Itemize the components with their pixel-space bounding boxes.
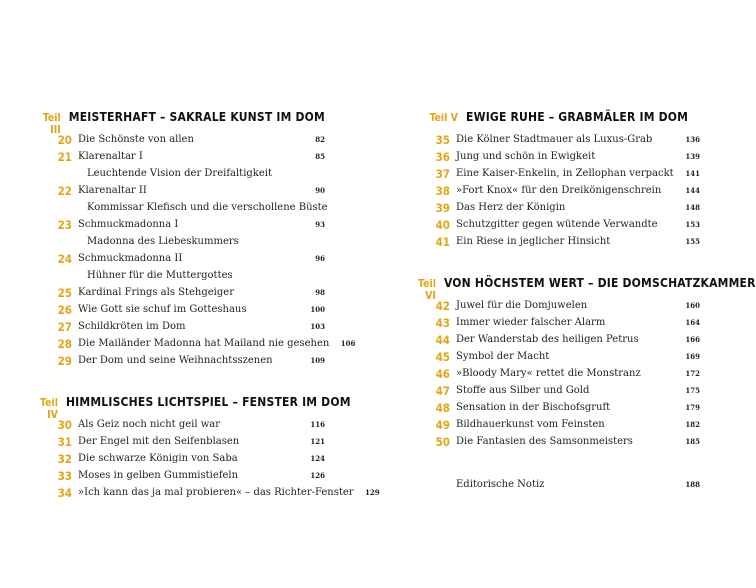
- chapter-number: 21: [57, 149, 72, 164]
- page-number: 96: [315, 254, 325, 263]
- chapter-title: Stoffe aus Silber und Gold: [456, 385, 590, 396]
- chapter-number: 33: [57, 468, 72, 483]
- page-number: 129: [364, 488, 380, 497]
- toc-entry-editorial-note[interactable]: [418, 476, 700, 493]
- page-number: 182: [685, 420, 700, 429]
- toc-entry[interactable]: [418, 216, 700, 233]
- chapter-title: Die Schönste von allen: [78, 134, 194, 145]
- page-number: 169: [685, 352, 700, 361]
- toc-entry[interactable]: [40, 301, 325, 318]
- chapter-number: 29: [57, 353, 72, 368]
- part-title: HIMMLISCHES LICHTSPIEL – FENSTER IM DOM: [65, 395, 351, 409]
- page-number: 98: [315, 288, 325, 297]
- chapter-title: Symbol der Macht: [456, 351, 550, 362]
- chapter-number: 20: [57, 132, 72, 147]
- chapter-title: Juwel für die Domjuwelen: [456, 300, 588, 311]
- toc-entry[interactable]: [40, 284, 325, 301]
- chapter-title: »Bloody Mary« rettet die Monstranz: [456, 368, 641, 379]
- toc-entry[interactable]: [40, 131, 325, 148]
- chapter-title: Kardinal Frings als Stehgeiger: [78, 287, 234, 298]
- part-title: MEISTERHAFT – SAKRALE KUNST IM DOM: [68, 110, 325, 124]
- part-heading: [40, 395, 351, 421]
- page-number: 103: [310, 322, 325, 331]
- chapter-number: 22: [57, 183, 72, 198]
- toc-subentry: [40, 165, 325, 182]
- toc-column-left: [40, 110, 380, 501]
- page-number: 188: [685, 480, 700, 489]
- toc-entry[interactable]: [40, 148, 325, 165]
- page-number: 141: [685, 169, 700, 178]
- chapter-number: 45: [435, 349, 450, 364]
- part-label: Teil VI: [418, 278, 436, 302]
- chapter-title: Sensation in der Bischofsgruft: [456, 402, 611, 413]
- chapter-number: 44: [435, 332, 450, 347]
- toc-entry[interactable]: [418, 297, 700, 314]
- chapter-number: 28: [57, 336, 72, 351]
- toc-subentry: [40, 267, 325, 284]
- part-label: Teil V: [429, 112, 458, 124]
- part-heading: [418, 276, 756, 302]
- chapter-number: 23: [57, 217, 72, 232]
- page-number: 124: [310, 454, 325, 463]
- chapter-title: Immer wieder falscher Alarm: [456, 317, 606, 328]
- chapter-title: Das Herz der Königin: [456, 202, 566, 213]
- chapter-number: 48: [435, 400, 450, 415]
- chapter-number: 50: [435, 434, 450, 449]
- toc-entry[interactable]: [418, 348, 700, 365]
- page-number: 90: [315, 186, 325, 195]
- page-number: 121: [310, 437, 325, 446]
- toc-entry[interactable]: [418, 233, 700, 250]
- toc-subentry: [40, 233, 325, 250]
- chapter-number: 43: [435, 315, 450, 330]
- toc-list-part-4: [40, 416, 380, 501]
- page-number: 139: [685, 152, 700, 161]
- page-number: 116: [310, 420, 325, 429]
- toc-entry[interactable]: [40, 484, 380, 501]
- part-label: Teil III: [42, 112, 61, 136]
- chapter-number: 38: [435, 183, 450, 198]
- chapter-title: Der Engel mit den Seifenblasen: [78, 436, 240, 447]
- toc-entry[interactable]: [40, 467, 325, 484]
- chapter-number: 34: [57, 485, 72, 500]
- chapter-number: 27: [57, 319, 72, 334]
- chapter-number: 40: [435, 217, 450, 232]
- toc-entry[interactable]: [40, 318, 325, 335]
- chapter-title: Wie Gott sie schuf im Gotteshaus: [78, 304, 247, 315]
- chapter-title: Als Geiz noch nicht geil war: [78, 419, 221, 430]
- toc-entry[interactable]: [418, 331, 700, 348]
- page-number: 85: [315, 152, 325, 161]
- chapter-title: »Ich kann das ja mal probieren« – das Richter-Fenster: [78, 487, 354, 498]
- chapter-number: 26: [57, 302, 72, 317]
- chapter-title: Klarenaltar II: [78, 185, 147, 196]
- toc-entry[interactable]: [418, 182, 700, 199]
- toc-entry[interactable]: [418, 314, 700, 331]
- chapter-number: 39: [435, 200, 450, 215]
- chapter-number: 41: [435, 234, 450, 249]
- toc-entry[interactable]: [418, 382, 700, 399]
- page-number: 175: [685, 386, 700, 395]
- page-number: 179: [685, 403, 700, 412]
- chapter-subtitle: Kommissar Klefisch und die verschollene Büste: [87, 202, 328, 213]
- chapter-number: 47: [435, 383, 450, 398]
- toc-list-part-5: [418, 131, 700, 250]
- chapter-title: Ein Riese in jeglicher Hinsicht: [456, 236, 611, 247]
- chapter-number: 35: [435, 132, 450, 147]
- page-number: 155: [685, 237, 700, 246]
- chapter-title: Schutzgitter gegen wütende Verwandte: [456, 219, 658, 230]
- chapter-number: 49: [435, 417, 450, 432]
- toc-list-part-6: [418, 297, 700, 450]
- toc-list-part-3: [40, 131, 356, 369]
- chapter-title: Schildkröten im Dom: [78, 321, 186, 332]
- chapter-number: 36: [435, 149, 450, 164]
- toc-entry[interactable]: [418, 416, 700, 433]
- page-number: 148: [685, 203, 700, 212]
- chapter-number: 24: [57, 251, 72, 266]
- page-number: 153: [685, 220, 700, 229]
- toc-entry[interactable]: [40, 433, 325, 450]
- chapter-title: Bildhauerkunst vom Feinsten: [456, 419, 605, 430]
- toc-column-right: [418, 110, 756, 493]
- toc-entry[interactable]: [418, 131, 700, 148]
- page-number: 160: [685, 301, 700, 310]
- chapter-title: Die Mailänder Madonna hat Mailand nie gesehen: [78, 338, 330, 349]
- chapter-subtitle: Madonna des Liebeskummers: [87, 236, 239, 247]
- chapter-title: Die Kölner Stadtmauer als Luxus-Grab: [456, 134, 653, 145]
- chapter-title: Klarenaltar I: [78, 151, 143, 162]
- part-label: Teil IV: [40, 397, 58, 421]
- chapter-title: Eine Kaiser-Enkelin, in Zellophan verpackt: [456, 168, 674, 179]
- part-title: EWIGE RUHE – GRABMÄLER IM DOM: [466, 110, 689, 124]
- section-gap: [40, 369, 325, 395]
- chapter-title: Jung und schön in Ewigkeit: [456, 151, 596, 162]
- page-number: 126: [310, 471, 325, 480]
- page-number: 109: [310, 356, 325, 365]
- page-number: 82: [315, 135, 325, 144]
- toc-entry[interactable]: [418, 199, 700, 216]
- page-number: 93: [315, 220, 325, 229]
- chapter-title: Moses in gelben Gummistiefeln: [78, 470, 239, 481]
- chapter-title: Der Dom und seine Weihnachtsszenen: [78, 355, 273, 366]
- page-number: 172: [685, 369, 700, 378]
- toc-entry[interactable]: [418, 399, 700, 416]
- part-heading: [418, 110, 700, 130]
- toc-entry[interactable]: [40, 335, 356, 352]
- page-number: 136: [685, 135, 700, 144]
- chapter-number: 46: [435, 366, 450, 381]
- chapter-title: Die schwarze Königin von Saba: [78, 453, 238, 464]
- chapter-subtitle: Hühner für die Muttergottes: [87, 270, 233, 281]
- chapter-number: 30: [57, 417, 72, 432]
- toc-entry[interactable]: [40, 216, 325, 233]
- chapter-subtitle: Leuchtende Vision der Dreifaltigkeit: [87, 168, 272, 179]
- toc-entry[interactable]: [40, 250, 325, 267]
- section-gap: [418, 250, 700, 276]
- chapter-number: 32: [57, 451, 72, 466]
- page-number: 144: [685, 186, 700, 195]
- section-gap: [418, 450, 700, 476]
- chapter-number: 31: [57, 434, 72, 449]
- toc-entry[interactable]: [418, 148, 700, 165]
- toc-subentry: [40, 199, 328, 216]
- chapter-title: Schmuckmadonna II: [78, 253, 183, 264]
- chapter-number: 25: [57, 285, 72, 300]
- chapter-title: Die Fantasien des Samsonmeisters: [456, 436, 633, 447]
- page-number: 164: [685, 318, 700, 327]
- chapter-title: »Fort Knox« für den Dreikönigenschrein: [456, 185, 662, 196]
- page-number: 166: [685, 335, 700, 344]
- toc-entry[interactable]: [40, 182, 325, 199]
- toc-entry[interactable]: [418, 165, 700, 182]
- toc-entry[interactable]: [418, 365, 700, 382]
- toc-entry[interactable]: [40, 450, 325, 467]
- chapter-number: 42: [435, 298, 450, 313]
- toc-entry[interactable]: [40, 352, 325, 369]
- chapter-title: Editorische Notiz: [456, 479, 545, 490]
- chapter-number: 37: [435, 166, 450, 181]
- part-title: VON HÖCHSTEM WERT – DIE DOMSCHATZKAMMER: [443, 276, 756, 290]
- toc-entry[interactable]: [40, 416, 325, 433]
- chapter-title: Schmuckmadonna I: [78, 219, 179, 230]
- page-number: 106: [340, 339, 356, 348]
- chapter-title: Der Wanderstab des heiligen Petrus: [456, 334, 639, 345]
- toc-entry[interactable]: [418, 433, 700, 450]
- page-number: 100: [310, 305, 325, 314]
- part-heading: [40, 110, 325, 136]
- page-number: 185: [685, 437, 700, 446]
